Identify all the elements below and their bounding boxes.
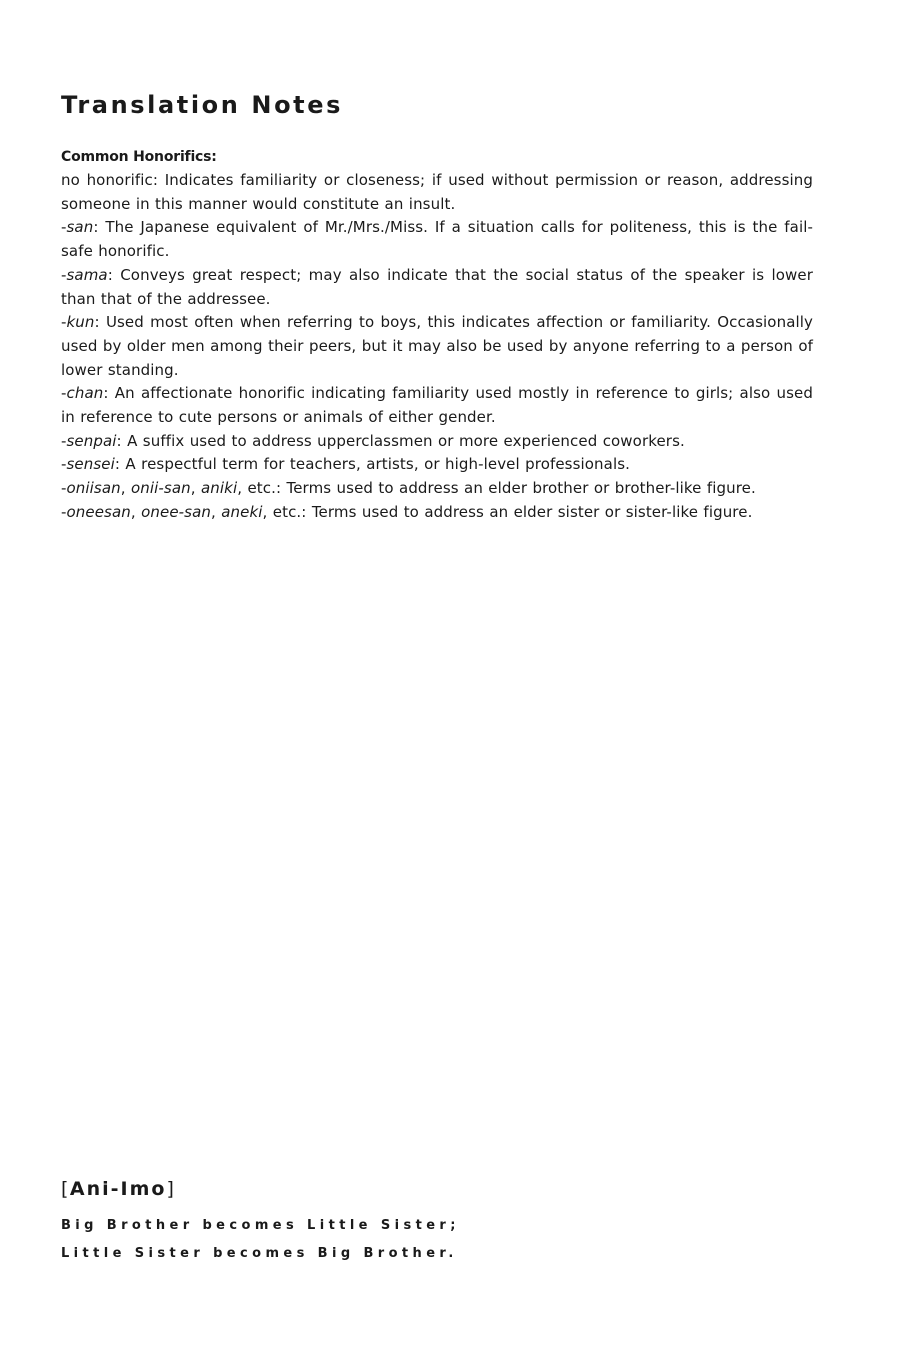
note-sama (61, 264, 813, 311)
tagline-line-2: Little Sister becomes Big Brother. (61, 1246, 458, 1261)
note-prefix: - (61, 218, 67, 237)
note-sensei (61, 453, 813, 477)
note-term: san (66, 218, 94, 237)
note-text: : A respectful term for teachers, artists, or high-level professionals. (114, 455, 631, 474)
note-text: : Used most often when referring to boys, this indicates affection or familiarity. Occasionally used by older men among their peers, but it may also be used by anyone referring to a person of lower standing. (61, 313, 813, 379)
page-title: Translation Notes (61, 91, 343, 119)
note-term: oneesan (66, 502, 131, 521)
note-chan (61, 382, 813, 429)
note-term: chan (66, 384, 104, 403)
note-term: aniki (201, 479, 238, 498)
note-separator: , (190, 479, 201, 498)
section-heading: Common Honorifics: (61, 149, 217, 165)
note-prefix: - (61, 265, 67, 284)
note-separator: , (211, 502, 222, 521)
note-text: : The Japanese equivalent of Mr./Mrs./Miss. If a situation calls for politeness, this is the fail-safe honorific. (61, 218, 813, 261)
note-term: kun (66, 313, 95, 332)
note-no-honorific (61, 169, 813, 216)
note-term: senpai (66, 431, 117, 450)
note-separator: , (130, 502, 142, 521)
note-prefix: - (61, 455, 67, 474)
note-term: onee-san (141, 502, 211, 521)
note-san (61, 216, 813, 263)
note-text: : A suffix used to address upperclassmen or more experienced coworkers. (116, 431, 685, 450)
note-oneesan (61, 501, 813, 525)
note-kun (61, 311, 813, 382)
series-footer (61, 1176, 460, 1268)
tagline-line-1: Big Brother becomes Little Sister; (61, 1218, 460, 1233)
note-term: onii-san (131, 479, 191, 498)
series-logo (61, 1176, 460, 1202)
note-prefix: - (61, 479, 67, 498)
note-term: sensei (66, 455, 115, 474)
note-prefix: - (61, 502, 67, 521)
note-separator: , (120, 479, 131, 498)
note-text: : Conveys great respect; may also indicate that the social status of the speaker is lower than that of the addressee. (61, 265, 813, 308)
note-prefix: - (61, 431, 67, 450)
note-text: no honorific: Indicates familiarity or closeness; if used without permission or reason, addressing someone in this manner would constitute an insult. (61, 171, 813, 213)
note-term: oniisan (66, 479, 121, 498)
note-oniisan (61, 477, 813, 501)
note-text: , etc.: Terms used to address an elder sister or sister-like figure. (262, 502, 753, 521)
bracket-close: ] (166, 1178, 176, 1200)
note-term: aneki (221, 502, 263, 521)
note-senpai (61, 430, 813, 454)
note-prefix: - (61, 313, 67, 332)
bracket-open: [ (61, 1178, 70, 1200)
note-text: : An affectionate honorific indicating familiarity used mostly in reference to girls; also used in reference to cute persons or animals of either gender. (61, 384, 813, 427)
series-name: Ani-Imo (69, 1178, 167, 1200)
note-prefix: - (61, 384, 67, 403)
note-text: , etc.: Terms used to address an elder brother or brother-like figure. (237, 479, 756, 498)
honorifics-notes (61, 146, 813, 525)
note-term: sama (66, 265, 108, 284)
